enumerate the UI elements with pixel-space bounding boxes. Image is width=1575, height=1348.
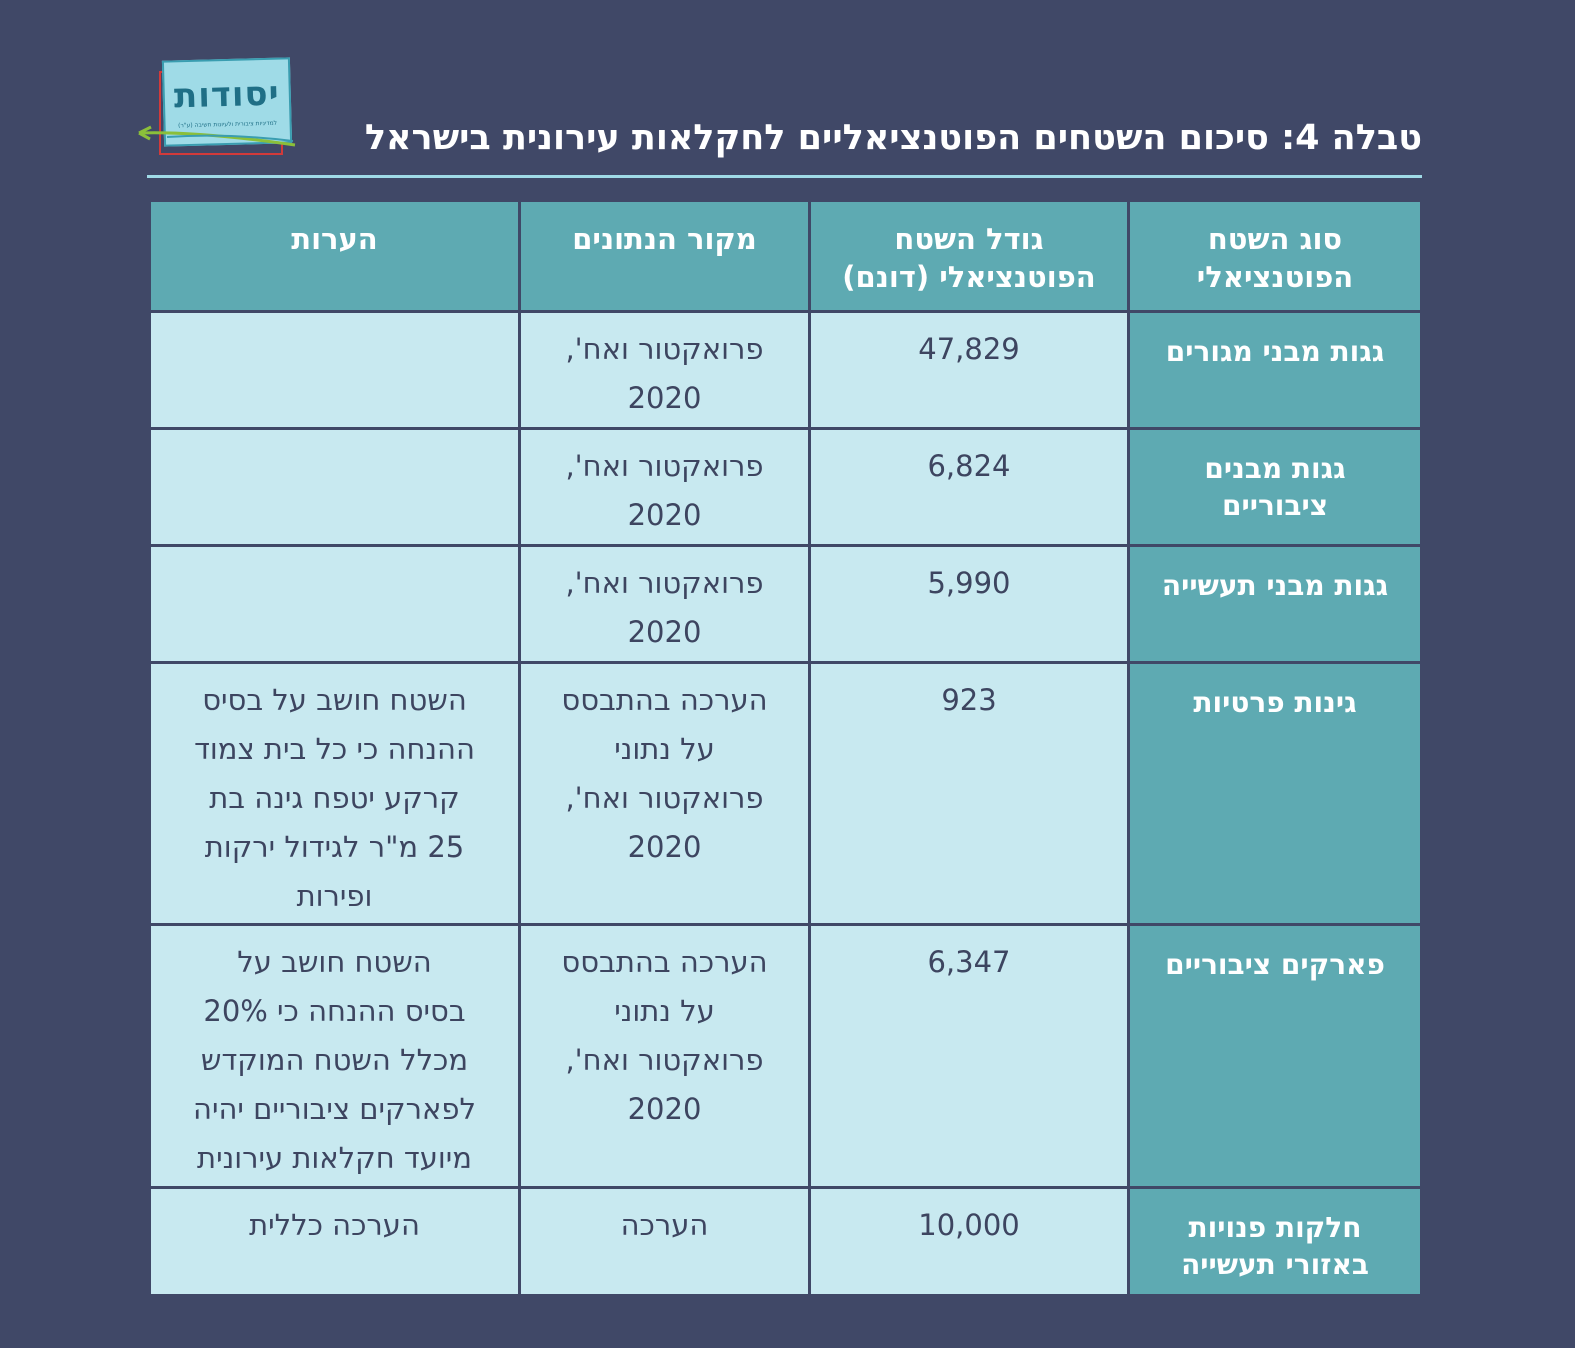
row-data-source: הערכה בהתבסס על נתוני פרואקטור ואח', 2020 xyxy=(520,925,810,1188)
table-row xyxy=(150,429,1422,546)
row-area-size: 47,829 xyxy=(810,312,1129,429)
header-data-source: מקור הנתונים xyxy=(520,201,810,312)
page-title: טבלה 4: סיכום השטחים הפוטנציאליים לחקלאות עירונית בישראל xyxy=(364,118,1422,158)
row-area-size: 6,824 xyxy=(810,429,1129,546)
title-divider xyxy=(147,175,1422,178)
row-notes xyxy=(150,312,520,429)
row-data-source: פרואקטור ואח', 2020 xyxy=(520,429,810,546)
row-data-source: הערכה xyxy=(520,1188,810,1296)
row-notes: השטח חושב על בסיס ההנחה כי 20% מכלל השטח המוקדש לפארקים ציבוריים יהיה מיועד חקלאות עירונית xyxy=(150,925,520,1188)
row-notes xyxy=(150,546,520,663)
row-area-type: חלקות פנויות באזורי תעשייה xyxy=(1129,1188,1422,1296)
logo-tagline: למדיניות ציבורית ולעיונות חשיבה (ע"ר) xyxy=(178,119,278,130)
table-row xyxy=(150,312,1422,429)
row-data-source: פרואקטור ואח', 2020 xyxy=(520,312,810,429)
table-row xyxy=(150,1188,1422,1296)
logo-wordmark: יסודות xyxy=(173,73,281,117)
row-notes: השטח חושב על בסיס ההנחה כי כל בית צמוד קרקע יטפח גינה בת 25 מ"ר לגידול ירקות ופירות xyxy=(150,663,520,925)
row-notes xyxy=(150,429,520,546)
logo-arrow-icon xyxy=(137,119,297,149)
row-area-type: גגות מבנים ציבוריים xyxy=(1129,429,1422,546)
row-area-size: 6,347 xyxy=(810,925,1129,1188)
table-row xyxy=(150,925,1422,1188)
header-notes: הערות xyxy=(150,201,520,312)
row-area-type: גינות פרטיות xyxy=(1129,663,1422,925)
row-area-type: פארקים ציבוריים xyxy=(1129,925,1422,1188)
row-notes: הערכה כללית xyxy=(150,1188,520,1296)
row-data-source: הערכה בהתבסס על נתוני פרואקטור ואח', 2020 xyxy=(520,663,810,925)
row-area-size: 10,000 xyxy=(810,1188,1129,1296)
row-data-source: פרואקטור ואח', 2020 xyxy=(520,546,810,663)
table-header-row xyxy=(150,201,1422,312)
row-area-size: 5,990 xyxy=(810,546,1129,663)
yesodot-logo xyxy=(137,57,297,159)
table-row xyxy=(150,546,1422,663)
row-area-size: 923 xyxy=(810,663,1129,925)
table-row xyxy=(150,663,1422,925)
header-area-type: סוג השטח הפוטנציאלי xyxy=(1129,201,1422,312)
header-area-size: גודל השטח הפוטנציאלי (דונם) xyxy=(810,201,1129,312)
row-area-type: גגות מבני מגורים xyxy=(1129,312,1422,429)
summary-table xyxy=(148,199,1420,1297)
row-area-type: גגות מבני תעשייה xyxy=(1129,546,1422,663)
